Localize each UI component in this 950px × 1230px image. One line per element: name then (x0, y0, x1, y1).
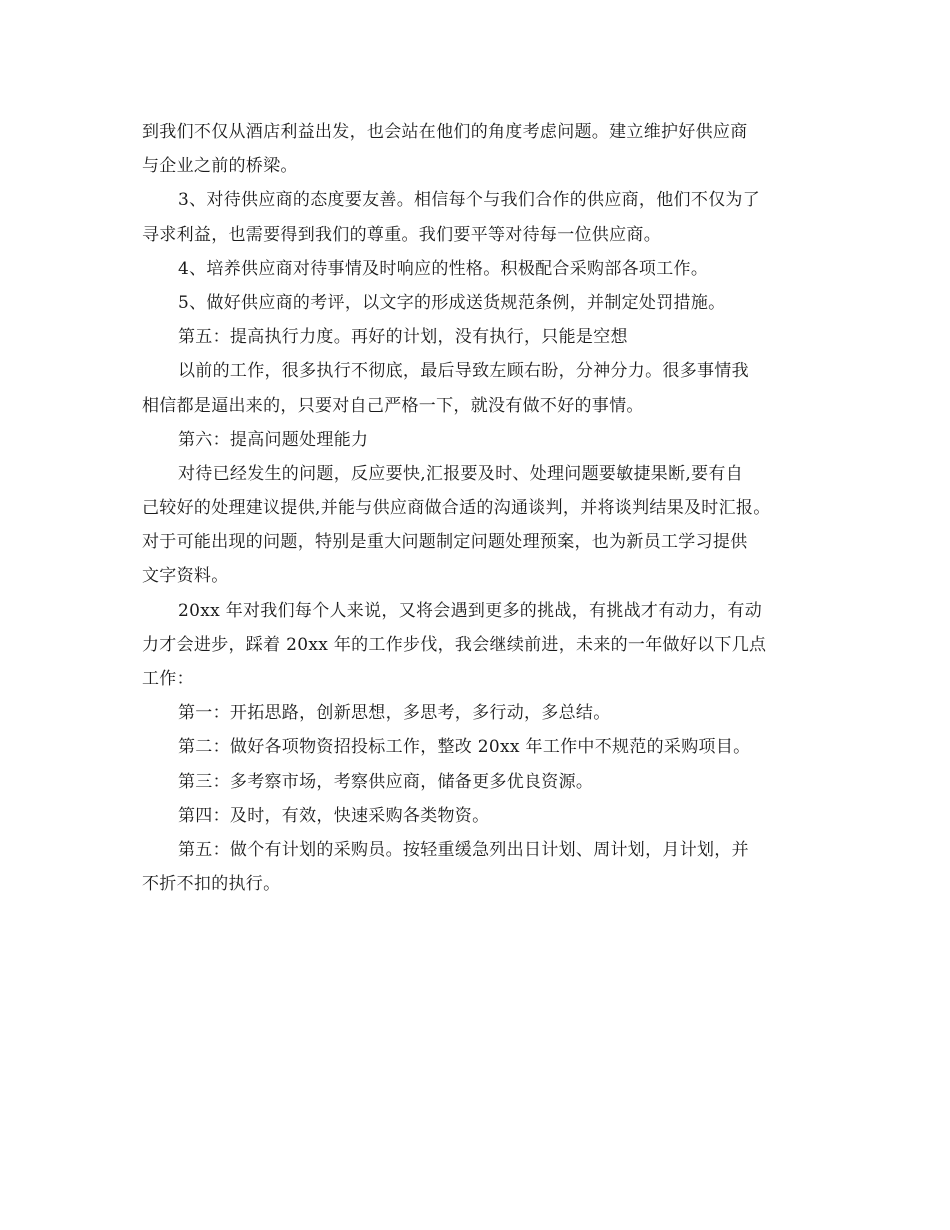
text-line: 第六：提高问题处理能力 (178, 429, 369, 450)
text-line: 工作： (142, 669, 194, 689)
text-line: 到我们不仅从酒店利益出发，也会站在他们的角度考虑问题。建立维护好供应商 (142, 122, 748, 142)
text-line: 第五：做个有计划的采购员。按轻重缓急列出日计划、周计划，月计划，并 (178, 839, 749, 860)
text-line: 相信都是逼出来的，只要对自己严格一下，就没有做不好的事情。 (142, 395, 644, 416)
text-line: 第三：多考察市场，考察供应商，储备更多优良资源。 (178, 771, 594, 792)
text-line: 3、对待供应商的态度要友善。相信每个与我们合作的供应商，他们不仅为了 (178, 190, 761, 211)
text-line: 第四：及时，有效，快速采购各类物资。 (178, 805, 490, 826)
text-line: 力才会进步，踩着 20xx 年的工作步伐，我会继续前进，未来的一年做好以下几点 (142, 634, 767, 655)
text-line: 文字资料。 (142, 566, 229, 587)
text-line: 与企业之前的桥梁。 (142, 156, 298, 177)
text-line: 第五：提高执行力度。再好的计划，没有执行，只能是空想 (178, 327, 628, 348)
text-line: 寻求利益，也需要得到我们的尊重。我们要平等对待每一位供应商。 (142, 224, 661, 245)
text-line: 对于可能出现的问题，特别是重大问题制定问题处理预案，也为新员工学习提供 (142, 532, 748, 553)
text-line: 对待已经发生的问题，反应要快,汇报要及时、处理问题要敏捷果断,要有自 (178, 463, 744, 484)
text-line: 己较好的处理建议提供,并能与供应商做合适的沟通谈判，并将谈判结果及时汇报。 (142, 498, 771, 519)
document-body (142, 115, 822, 901)
text-line: 以前的工作，很多执行不彻底，最后导致左顾右盼，分神分力。很多事情我 (178, 361, 749, 382)
text-line: 5、做好供应商的考评，以文字的形成送货规范条例，并制定处罚措施。 (178, 292, 726, 313)
text-line: 第一：开拓思路，创新思想，多思考，多行动，多总结。 (178, 703, 611, 724)
text-line: 4、培养供应商对待事情及时响应的性格。积极配合采购部各项工作。 (178, 258, 709, 279)
text-line: 20xx 年对我们每个人来说，又将会遇到更多的挑战，有挑战才有动力，有动 (178, 600, 763, 621)
text-line: 不折不扣的执行。 (142, 874, 281, 895)
text-line: 第二：做好各项物资招投标工作，整改 20xx 年工作中不规范的采购项目。 (178, 737, 751, 758)
